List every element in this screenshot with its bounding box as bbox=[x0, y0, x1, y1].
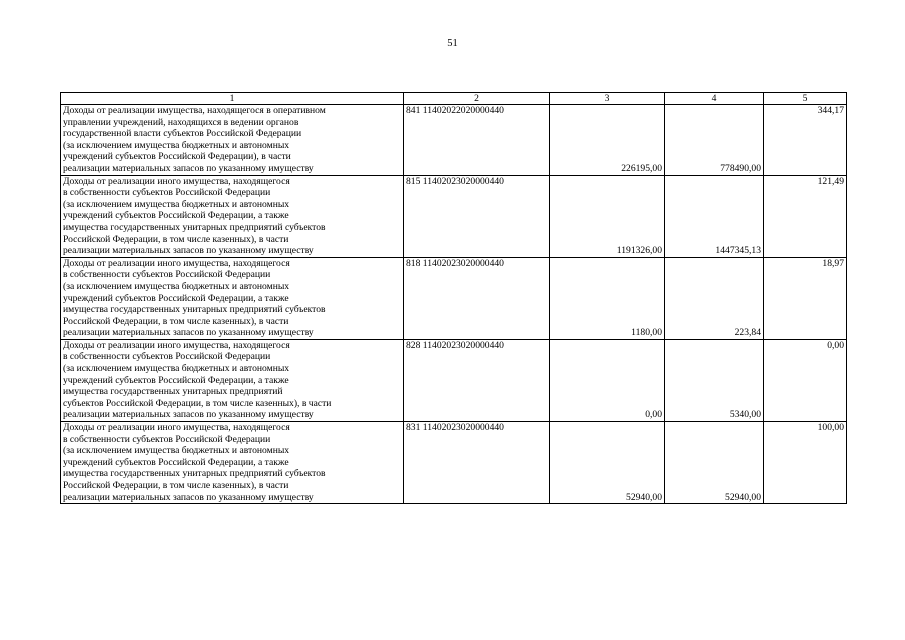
row-value-col3: 52940,00 bbox=[550, 422, 665, 504]
row-value-col5: 18,97 bbox=[764, 257, 847, 339]
row-value-col3: 1191326,00 bbox=[550, 175, 665, 257]
table-row bbox=[61, 175, 847, 257]
column-header-5: 5 bbox=[764, 93, 847, 105]
row-value-col4: 5340,00 bbox=[665, 339, 764, 421]
column-header-4: 4 bbox=[665, 93, 764, 105]
row-name: Доходы от реализации иного имущества, находящегося в собственности субъектов Российской Федерации (за исключением имущества бюджетных и автономных учреждений субъектов Российской Федерации, а также имущества государственных унитарных предприятий субъектов Российской Федерации, в том числе казенных), в части реализации материальных запасов по указанному имуществу bbox=[61, 339, 404, 421]
row-code: 818 11402023020000440 bbox=[404, 257, 550, 339]
row-value-col5: 0,00 bbox=[764, 339, 847, 421]
row-value-col4: 223,84 bbox=[665, 257, 764, 339]
row-name: Доходы от реализации имущества, находящегося в оперативном управлении учреждений, находящихся в ведении органов государственной власти субъектов Российской Федерации (за исключением имущества бюджетных и автономных учреждений субъектов Российской Федерации), в части реализации материальных запасов по указанному имуществу bbox=[61, 105, 404, 176]
row-name: Доходы от реализации иного имущества, находящегося в собственности субъектов Российской Федерации (за исключением имущества бюджетных и автономных учреждений субъектов Российской Федерации, а также имущества государственных унитарных предприятий субъектов Российской Федерации, в том числе казенных), в части реализации материальных запасов по указанному имуществу bbox=[61, 422, 404, 504]
row-value-col3: 226195,00 bbox=[550, 105, 665, 176]
table-row bbox=[61, 422, 847, 504]
row-code: 841 11402022020000440 bbox=[404, 105, 550, 176]
row-value-col4: 778490,00 bbox=[665, 105, 764, 176]
page-number: 51 bbox=[447, 38, 458, 49]
table-row bbox=[61, 257, 847, 339]
row-value-col3: 0,00 bbox=[550, 339, 665, 421]
row-value-col4: 52940,00 bbox=[665, 422, 764, 504]
row-value-col5: 100,00 bbox=[764, 422, 847, 504]
row-value-col3: 1180,00 bbox=[550, 257, 665, 339]
row-value-col5: 344,17 bbox=[764, 105, 847, 176]
table-header-row bbox=[61, 93, 847, 105]
revenue-table bbox=[60, 92, 847, 504]
column-header-1: 1 bbox=[61, 93, 404, 105]
row-value-col4: 1447345,13 bbox=[665, 175, 764, 257]
row-code: 815 11402023020000440 bbox=[404, 175, 550, 257]
row-code: 831 11402023020000440 bbox=[404, 422, 550, 504]
row-value-col5: 121,49 bbox=[764, 175, 847, 257]
column-header-3: 3 bbox=[550, 93, 665, 105]
row-code: 828 11402023020000440 bbox=[404, 339, 550, 421]
table-row bbox=[61, 339, 847, 421]
row-name: Доходы от реализации иного имущества, находящегося в собственности субъектов Российской Федерации (за исключением имущества бюджетных и автономных учреждений субъектов Российской Федерации, а также имущества государственных унитарных предприятий субъектов Российской Федерации, в том числе казенных), в части реализации материальных запасов по указанному имуществу bbox=[61, 257, 404, 339]
column-header-2: 2 bbox=[404, 93, 550, 105]
table-row bbox=[61, 105, 847, 176]
row-name: Доходы от реализации иного имущества, находящегося в собственности субъектов Российской Федерации (за исключением имущества бюджетных и автономных учреждений субъектов Российской Федерации, а также имущества государственных унитарных предприятий субъектов Российской Федерации, в том числе казенных), в части реализации материальных запасов по указанному имуществу bbox=[61, 175, 404, 257]
